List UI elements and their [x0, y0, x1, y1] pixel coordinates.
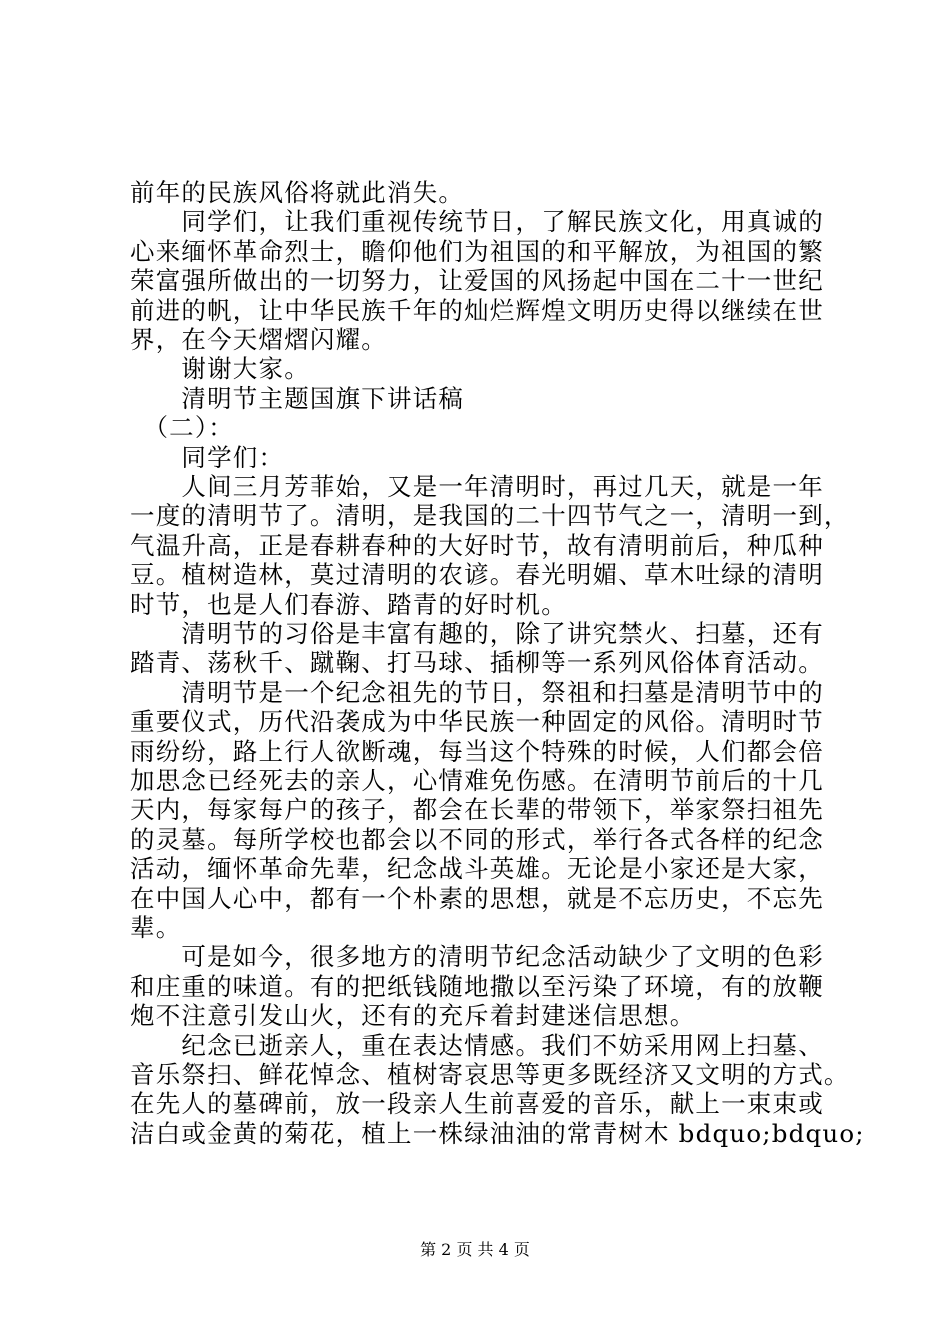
text-line: 在先人的墓碑前，放一段亲人生前喜爱的音乐，献上一束束或 [130, 1089, 824, 1119]
text-line: 天内，每家每户的孩子，都会在长辈的带领下，举家祭扫祖先 [130, 795, 824, 825]
text-line: 心来缅怀革命烈士，瞻仰他们为祖国的和平解放，为祖国的繁 [130, 236, 824, 266]
text-line: 炮不注意引发山火，还有的充斥着封建迷信思想。 [130, 1001, 696, 1031]
text-line: 雨纷纷，路上行人欲断魂，每当这个特殊的时候，人们都会倍 [130, 736, 824, 766]
text-line: 清明节是一个纪念祖先的节日，祭祖和扫墓是清明节中的 [130, 677, 824, 707]
text-line: 气温升高，正是春耕春种的大好时节，故有清明前后，种瓜种 [130, 530, 824, 560]
text-line: 踏青、荡秋千、蹴鞠、打马球、插柳等一系列风俗体育活动。 [130, 648, 824, 678]
text-line: 人间三月芳菲始，又是一年清明时，再过几天，就是一年 [130, 472, 824, 501]
text-line: 加思念已经死去的亲人，心情难免伤感。在清明节前后的十几 [130, 766, 824, 795]
text-line: 纪念已逝亲人，重在表达情感。我们不妨采用网上扫墓、 [130, 1030, 824, 1060]
text-line: 重要仪式，历代沿袭成为中华民族一种固定的风俗。清明时节 [130, 707, 824, 737]
text-line: 辈。 [130, 913, 182, 942]
text-line: 在中国人心中，都有一个朴素的思想，就是不忘历史，不忘先 [130, 883, 824, 913]
text-line: 同学们，让我们重视传统节日，了解民族文化，用真诚的 [130, 207, 824, 237]
text-line: （二）： [130, 413, 234, 443]
text-line: 清明节主题国旗下讲话稿 [130, 383, 465, 413]
text-line: 界，在今天熠熠闪耀。 [130, 325, 387, 354]
text-line: 洁白或金黄的菊花，植上一株绿油油的常青树木 bdquo;bdquo; [130, 1118, 865, 1148]
text-line: 音乐祭扫、鲜花悼念、植树寄哀思等更多既经济又文明的方式。 [130, 1060, 850, 1089]
text-line: 的灵墓。每所学校也都会以不同的形式，举行各式各样的纪念 [130, 824, 824, 854]
page-number-footer: 第 2 页 共 4 页 [420, 1240, 530, 1259]
text-line: 豆。植树造林，莫过清明的农谚。春光明媚、草木吐绿的清明 [130, 560, 824, 590]
text-line: 时节，也是人们春游、踏青的好时机。 [130, 589, 567, 619]
text-line: 可是如今，很多地方的清明节纪念活动缺少了文明的色彩 [130, 942, 824, 972]
text-line: 活动，缅怀革命先辈，纪念战斗英雄。无论是小家还是大家， [130, 854, 824, 884]
text-line: 和庄重的味道。有的把纸钱随地撒以至污染了环境，有的放鞭 [130, 971, 824, 1001]
text-line: 谢谢大家。 [130, 354, 310, 384]
text-line: 前进的帆，让中华民族千年的灿烂辉煌文明历史得以继续在世 [130, 295, 824, 325]
text-line: 一度的清明节了。清明，是我国的二十四节气之一，清明一到， [130, 501, 850, 531]
text-line: 同学们： [130, 442, 285, 472]
text-line: 荣富强所做出的一切努力，让爱国的风扬起中国在二十一世纪 [130, 266, 824, 296]
text-line: 清明节的习俗是丰富有趣的，除了讲究禁火、扫墓，还有 [130, 619, 824, 648]
text-line: 前年的民族风俗将就此消失。 [130, 178, 465, 207]
